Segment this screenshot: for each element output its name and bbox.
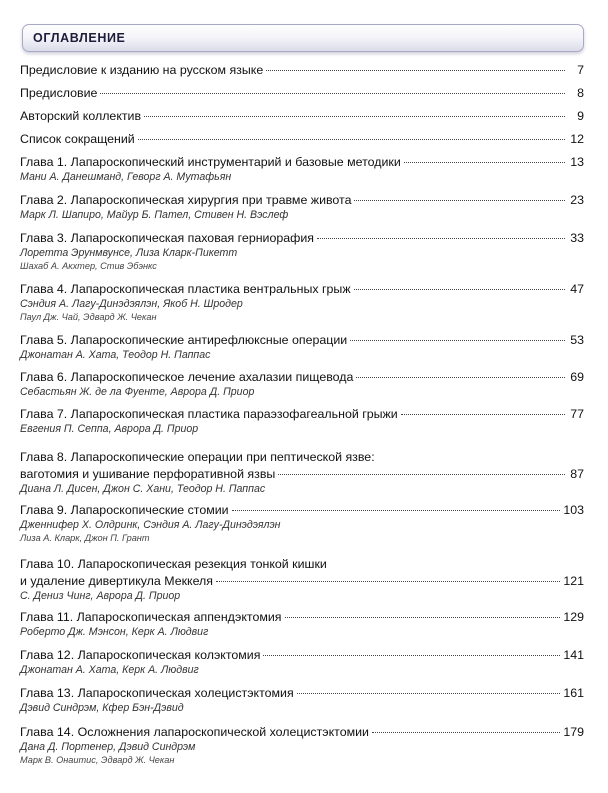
dot-leader <box>278 473 565 475</box>
dot-leader <box>285 616 561 618</box>
chapter-authors: Лоретта Эрунмвунсе, Лиза Кларк-Пикетт <box>20 247 238 259</box>
toc-entry <box>20 131 584 148</box>
page-number: 13 <box>570 155 584 169</box>
dot-leader <box>138 138 565 140</box>
dot-leader <box>266 69 565 71</box>
toc-entry <box>20 449 584 496</box>
toc-entry <box>20 192 584 222</box>
dot-leader <box>356 376 565 378</box>
dot-leader <box>404 161 565 163</box>
toc-title: Глава 5. Лапароскопические антирефлюксные операции <box>20 333 348 347</box>
toc-entry <box>20 724 584 766</box>
toc-entry <box>20 647 584 677</box>
toc-title: Глава 8. Лапароскопические операции при пептической язве: <box>20 450 375 464</box>
toc-title: Предисловие <box>20 86 98 100</box>
toc-line <box>20 230 584 247</box>
toc-line <box>20 108 584 125</box>
toc-title: Глава 12. Лапароскопическая колэктомия <box>20 648 261 662</box>
dot-leader <box>372 731 560 733</box>
toc-line <box>20 556 584 573</box>
page-number: 53 <box>570 333 584 347</box>
chapter-authors: Роберто Дж. Мэнсон, Керк А. Людвиг <box>20 626 209 638</box>
contents-title: ОГЛАВЛЕНИЕ <box>33 31 126 45</box>
toc-line <box>20 62 584 79</box>
page-number: 103 <box>563 503 584 517</box>
toc-entry <box>20 230 584 272</box>
toc-line <box>20 647 584 664</box>
contents-header <box>22 24 584 52</box>
toc-title: Глава 7. Лапароскопическая пластика параэзофагеальной грыжи <box>20 407 398 421</box>
toc-entry <box>20 154 584 184</box>
toc-entry <box>20 62 584 79</box>
chapter-authors: Евгения П. Сеппа, Аврора Д. Приор <box>20 423 199 435</box>
chapter-authors: Джонатан А. Хата, Керк А. Людвиг <box>20 664 199 676</box>
chapter-authors: Дана Д. Портенер, Дэвид Синдрэм <box>20 741 196 753</box>
toc-entry <box>20 332 584 362</box>
toc-title: Глава 11. Лапароскопическая аппендэктомия <box>20 610 282 624</box>
toc-entry <box>20 406 584 436</box>
chapter-authors: Мани А. Данешманд, Геворг А. Мутафьян <box>20 171 232 183</box>
toc-line <box>20 332 584 349</box>
toc-title: Глава 2. Лапароскопическая хирургия при травме живота <box>20 193 352 207</box>
toc-line <box>20 85 584 102</box>
toc-title: Глава 3. Лапароскопическая паховая герниорафия <box>20 231 314 245</box>
page-number: 161 <box>563 686 584 700</box>
dot-leader <box>263 654 560 656</box>
chapter-coauthors: Паул Дж. Чай, Эдвард Ж. Чекан <box>20 312 157 322</box>
toc-title: Список сокращений <box>20 132 135 146</box>
page-number: 7 <box>577 63 584 77</box>
chapter-authors: Диана Л. Дисен, Джон С. Хани, Теодор Н. Паппас <box>20 483 266 495</box>
chapter-authors: С. Дениз Чинг, Аврора Д. Приор <box>20 590 181 602</box>
toc-line <box>20 369 584 386</box>
page-number: 141 <box>563 648 584 662</box>
page-number: 33 <box>570 231 584 245</box>
toc-entry <box>20 281 584 323</box>
toc-title: Глава 13. Лапароскопическая холецистэктомия <box>20 686 294 700</box>
page-number: 12 <box>570 132 584 146</box>
toc-line <box>20 685 584 702</box>
toc-line <box>20 449 584 466</box>
page-number: 77 <box>570 407 584 421</box>
toc-title: Глава 10. Лапароскопическая резекция тонкой кишки <box>20 557 327 571</box>
page-number: 8 <box>577 86 584 100</box>
dot-leader <box>354 199 565 201</box>
toc-title: ваготомия и ушивание перфоративной язвы <box>20 467 276 481</box>
dot-leader <box>317 237 565 239</box>
toc-line <box>20 192 584 209</box>
toc-title: Глава 1. Лапароскопический инструментарий и базовые методики <box>20 155 401 169</box>
chapter-coauthors: Лиза А. Кларк, Джон П. Грант <box>20 533 150 543</box>
toc-line <box>20 724 584 741</box>
dot-leader <box>401 413 565 415</box>
toc-line <box>20 131 584 148</box>
toc-title: Глава 9. Лапароскопические стомии <box>20 503 229 517</box>
page-number: 9 <box>577 109 584 123</box>
page-number: 129 <box>563 610 584 624</box>
chapter-authors: Дэвид Синдрэм, Кфер Бэн-Дэвид <box>20 702 184 714</box>
dot-leader <box>354 288 565 290</box>
page-number: 179 <box>563 725 584 739</box>
page-number: 121 <box>563 574 584 588</box>
chapter-authors: Марк Л. Шапиро, Майур Б. Пател, Стивен Н. Вэслеф <box>20 209 289 221</box>
toc-title: и удаление дивертикула Меккеля <box>20 574 213 588</box>
toc-title: Предисловие к изданию на русском языке <box>20 63 264 77</box>
chapter-coauthors: Марк В. Онаитис, Эдвард Ж. Чекан <box>20 755 175 765</box>
chapter-authors: Дженнифер Х. Олдринк, Сэндия А. Лагу-Динэдэялэн <box>20 519 281 531</box>
page-number: 87 <box>570 467 584 481</box>
chapter-coauthors: Шахаб А. Акхтер, Стив Эбэнкс <box>20 261 157 271</box>
toc-line <box>20 281 584 298</box>
toc-title: Глава 4. Лапароскопическая пластика вентральных грыж <box>20 282 351 296</box>
dot-leader <box>350 339 565 341</box>
toc-entry <box>20 369 584 399</box>
toc-entry <box>20 556 584 603</box>
toc-entry <box>20 609 584 639</box>
dot-leader <box>100 92 565 94</box>
dot-leader <box>216 580 560 582</box>
toc-line <box>20 154 584 171</box>
toc-title: Глава 6. Лапароскопическое лечение ахалазии пищевода <box>20 370 354 384</box>
dot-leader <box>232 509 561 511</box>
chapter-authors: Сэндия А. Лагу-Динэдэялэн, Якоб Н. Шродер <box>20 298 243 310</box>
toc-entry <box>20 502 584 544</box>
page-number: 69 <box>570 370 584 384</box>
toc-entry <box>20 108 584 125</box>
toc-line <box>20 406 584 423</box>
toc-entry <box>20 85 584 102</box>
dot-leader <box>297 692 561 694</box>
toc-entry <box>20 685 584 715</box>
chapter-authors: Джонатан А. Хата, Теодор Н. Паппас <box>20 349 211 361</box>
page-number: 47 <box>570 282 584 296</box>
toc-line <box>20 573 584 590</box>
toc-title: Авторский коллектив <box>20 109 142 123</box>
page-number: 23 <box>570 193 584 207</box>
dot-leader <box>144 115 565 117</box>
chapter-authors: Себастьян Ж. де ла Фуенте, Аврора Д. Приор <box>20 386 255 398</box>
toc-line <box>20 466 584 483</box>
toc-line <box>20 502 584 519</box>
toc-line <box>20 609 584 626</box>
toc-title: Глава 14. Осложнения лапароскопической холецистэктомии <box>20 725 369 739</box>
